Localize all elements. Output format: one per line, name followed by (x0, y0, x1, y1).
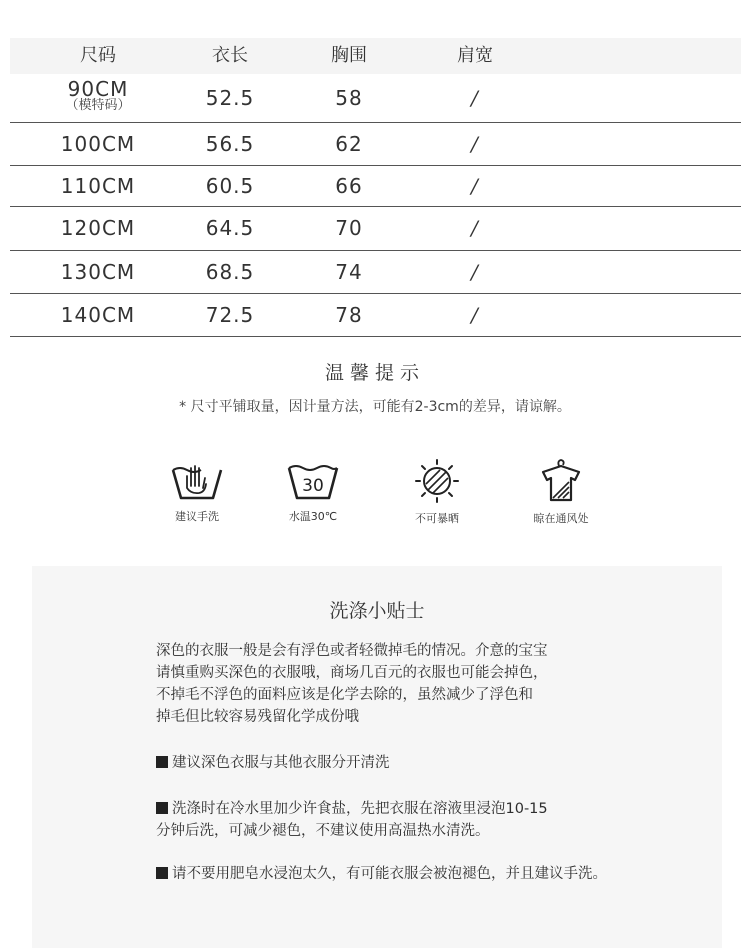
size-cell: 110CM (60, 174, 136, 198)
wash-intro-line: 请慎重购买深色的衣服哦，商场几百元的衣服也可能会掉色， (156, 665, 548, 681)
wash-intro-line: 不掉毛不浮色的面料应该是化学去除的，虽然减少了浮色和 (156, 687, 533, 703)
tips-title: 温馨提示 (324, 362, 425, 384)
size-cell: 140CM (60, 303, 136, 327)
table-row (10, 207, 741, 251)
length-cell: 52.5 (205, 86, 255, 110)
wash-tip-text: 请不要用肥皂水浸泡太久，有可能衣服会被泡褪色，并且建议手洗。 (172, 866, 607, 882)
wash-30-icon (283, 458, 343, 502)
table-row (10, 166, 741, 207)
wash-tip-text: 建议深色衣服与其他衣服分开清洗 (172, 755, 390, 771)
table-header (10, 38, 741, 74)
length-cell: 68.5 (205, 260, 255, 284)
wash-tips-panel (32, 566, 722, 948)
shoulder-cell: / (471, 86, 479, 110)
wash-tip-text: 洗涤时在冷水里加少许食盐，先把衣服在溶液里浸泡10-15 (172, 801, 548, 817)
shoulder-cell: / (471, 303, 479, 327)
hang-dry-shade-icon (531, 458, 591, 504)
wash-intro-line: 掉毛但比较容易残留化学成份哦 (156, 709, 359, 725)
chest-cell: 70 (335, 216, 363, 240)
chest-cell: 74 (335, 260, 363, 284)
wash-intro (156, 640, 696, 728)
header-chest: 胸围 (331, 45, 367, 66)
size-cell: 130CM (60, 260, 136, 284)
care-hang-dry (516, 458, 606, 526)
wash-tip-2 (156, 798, 696, 842)
care-wash-30 (268, 458, 358, 524)
wash-tips-title: 洗涤小贴士 (329, 600, 425, 622)
no-sun-dry-icon (407, 458, 467, 504)
size-cell (38, 79, 158, 116)
tips-note: * 尺寸平铺取量，因计量方法，可能有2-3cm的差异，请谅解。 (179, 399, 571, 415)
table-row (10, 251, 741, 294)
length-cell: 64.5 (205, 216, 255, 240)
care-label: 建议手洗 (175, 510, 219, 523)
wash-tip-3 (156, 863, 696, 885)
hand-wash-icon (167, 458, 227, 502)
wash-tip-1 (156, 752, 696, 774)
shoulder-cell: / (471, 174, 479, 198)
care-label: 晾在通风处 (533, 512, 589, 525)
chest-cell: 58 (335, 86, 363, 110)
size-value: 90CM (67, 77, 129, 101)
shoulder-cell: / (471, 132, 479, 156)
size-cell: 120CM (60, 216, 136, 240)
header-size: 尺码 (80, 45, 116, 66)
shoulder-cell: / (471, 216, 479, 240)
header-shoulder: 肩宽 (457, 45, 493, 66)
length-cell: 60.5 (205, 174, 255, 198)
square-bullet-icon (156, 802, 168, 814)
size-cell: 100CM (60, 132, 136, 156)
square-bullet-icon (156, 756, 168, 768)
chest-cell: 78 (335, 303, 363, 327)
care-no-sun (392, 458, 482, 526)
wash-intro-line: 深色的衣服一般是会有浮色或者轻微掉毛的情况。介意的宝宝 (156, 643, 548, 659)
header-length: 衣长 (212, 45, 248, 66)
size-note: （模特码） (65, 98, 131, 113)
chest-cell: 66 (335, 174, 363, 198)
wash-tip-text: 分钟后洗，可减少褪色，不建议使用高温热水清洗。 (156, 823, 490, 839)
wash-temp-number: 30 (302, 476, 324, 496)
chest-cell: 62 (335, 132, 363, 156)
length-cell: 72.5 (205, 303, 255, 327)
table-row (10, 74, 741, 123)
square-bullet-icon (156, 867, 168, 879)
care-hand-wash (152, 458, 242, 524)
length-cell: 56.5 (205, 132, 255, 156)
care-label: 水温30℃ (288, 510, 338, 523)
size-table (10, 38, 741, 337)
table-row (10, 294, 741, 337)
table-row (10, 123, 741, 166)
care-label: 不可暴晒 (415, 512, 459, 525)
shoulder-cell: / (471, 260, 479, 284)
